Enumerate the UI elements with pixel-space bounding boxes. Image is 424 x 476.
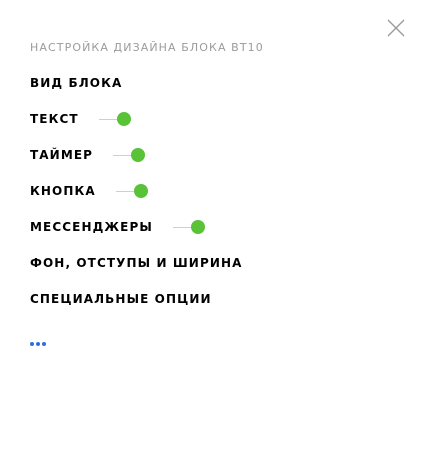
- menu-item-button[interactable]: [30, 181, 148, 201]
- text-toggle[interactable]: [99, 112, 131, 126]
- menu-item-messengers[interactable]: [30, 217, 205, 237]
- menu-item-text[interactable]: [30, 109, 131, 129]
- toggle-knob: [131, 148, 145, 162]
- menu-item-label: КНОПКА: [30, 184, 96, 198]
- close-icon: [386, 18, 406, 38]
- close-button[interactable]: [386, 18, 406, 38]
- toggle-knob: [191, 220, 205, 234]
- toggle-knob: [117, 112, 131, 126]
- menu-item-timer[interactable]: [30, 145, 145, 165]
- messengers-toggle[interactable]: [173, 220, 205, 234]
- dot: [30, 342, 34, 346]
- menu-item-label: МЕССЕНДЖЕРЫ: [30, 220, 153, 234]
- menu-item-special-options[interactable]: [30, 289, 212, 309]
- button-toggle[interactable]: [116, 184, 148, 198]
- timer-toggle[interactable]: [113, 148, 145, 162]
- menu-item-block-view[interactable]: [30, 73, 122, 93]
- menu-item-label: ТЕКСТ: [30, 112, 79, 126]
- dot: [36, 342, 40, 346]
- menu-item-background-padding-width[interactable]: [30, 253, 243, 273]
- menu-item-label: ТАЙМЕР: [30, 148, 94, 162]
- dot: [42, 342, 46, 346]
- menu-item-label: ВИД БЛОКА: [30, 76, 123, 90]
- menu-item-label: ФОН, ОТСТУПЫ И ШИРИНА: [30, 256, 243, 270]
- panel-title: НАСТРОЙКА ДИЗАЙНА БЛОКА BT10: [30, 41, 264, 54]
- menu-item-label: СПЕЦИАЛЬНЫЕ ОПЦИИ: [30, 292, 212, 306]
- more-dots-icon[interactable]: [30, 340, 48, 348]
- toggle-knob: [134, 184, 148, 198]
